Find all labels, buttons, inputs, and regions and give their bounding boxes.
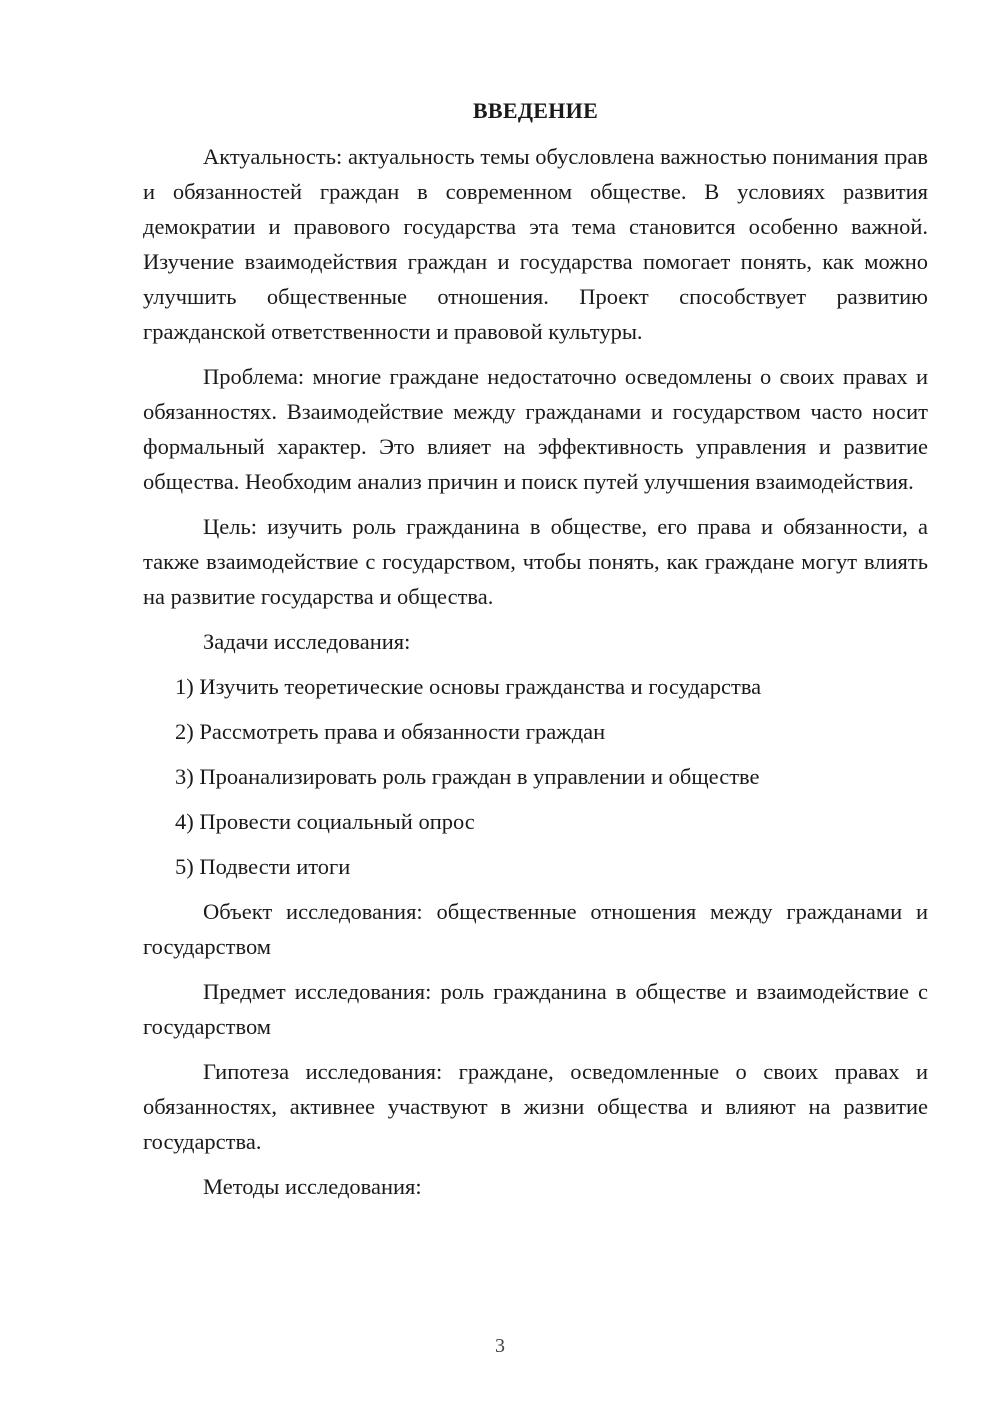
tasks-title: Задачи исследования: — [203, 629, 411, 654]
hypothesis-paragraph: Гипотеза исследования: граждане, осведомленные о своих правах и обязанностях, активнее участвуют в жизни общества и влияют на развитие государства. — [143, 1059, 928, 1154]
tasks-list — [143, 669, 928, 884]
document-page — [143, 96, 928, 1214]
task-item-4: 4) Провести социальный опрос — [175, 809, 475, 834]
task-item-1: 1) Изучить теоретические основы гражданства и государства — [175, 674, 762, 699]
task-item-5: 5) Подвести итоги — [175, 854, 351, 879]
task-item-2: 2) Рассмотреть права и обязанности граждан — [175, 719, 606, 744]
problem-paragraph: Проблема: многие граждане недостаточно осведомлены о своих правах и обязанностях. Взаимодействие между гражданами и государством часто носит формальный характер. Это влияет на эффективность управления и развитие общества. Необходим анализ причин и поиск путей улучшения взаимодействия. — [143, 364, 928, 494]
task-item-3: 3) Проанализировать роль граждан в управлении и обществе — [175, 764, 760, 789]
section-heading: ВВЕДЕНИЕ — [472, 98, 599, 123]
methods-title: Методы исследования: — [203, 1174, 422, 1199]
relevance-paragraph: Актуальность: актуальность темы обусловлена важностью понимания прав и обязанностей граждан в современном обществе. В условиях развития демократии и правового государства эта тема становится особенно важной. Изучение взаимодействия граждан и государства помогает понять, как можно улучшить общественные отношения. Проект способствует развитию гражданской ответственности и правовой культуры. — [143, 144, 928, 344]
object-paragraph: Объект исследования: общественные отношения между гражданами и государством — [143, 899, 928, 959]
subject-paragraph: Предмет исследования: роль гражданина в обществе и взаимодействие с государством — [143, 979, 928, 1039]
goal-paragraph: Цель: изучить роль гражданина в обществе, его права и обязанности, а также взаимодействие с государством, чтобы понять, как граждане могут влиять на развитие государства и общества. — [143, 514, 928, 609]
page-number: 3 — [495, 1335, 505, 1357]
